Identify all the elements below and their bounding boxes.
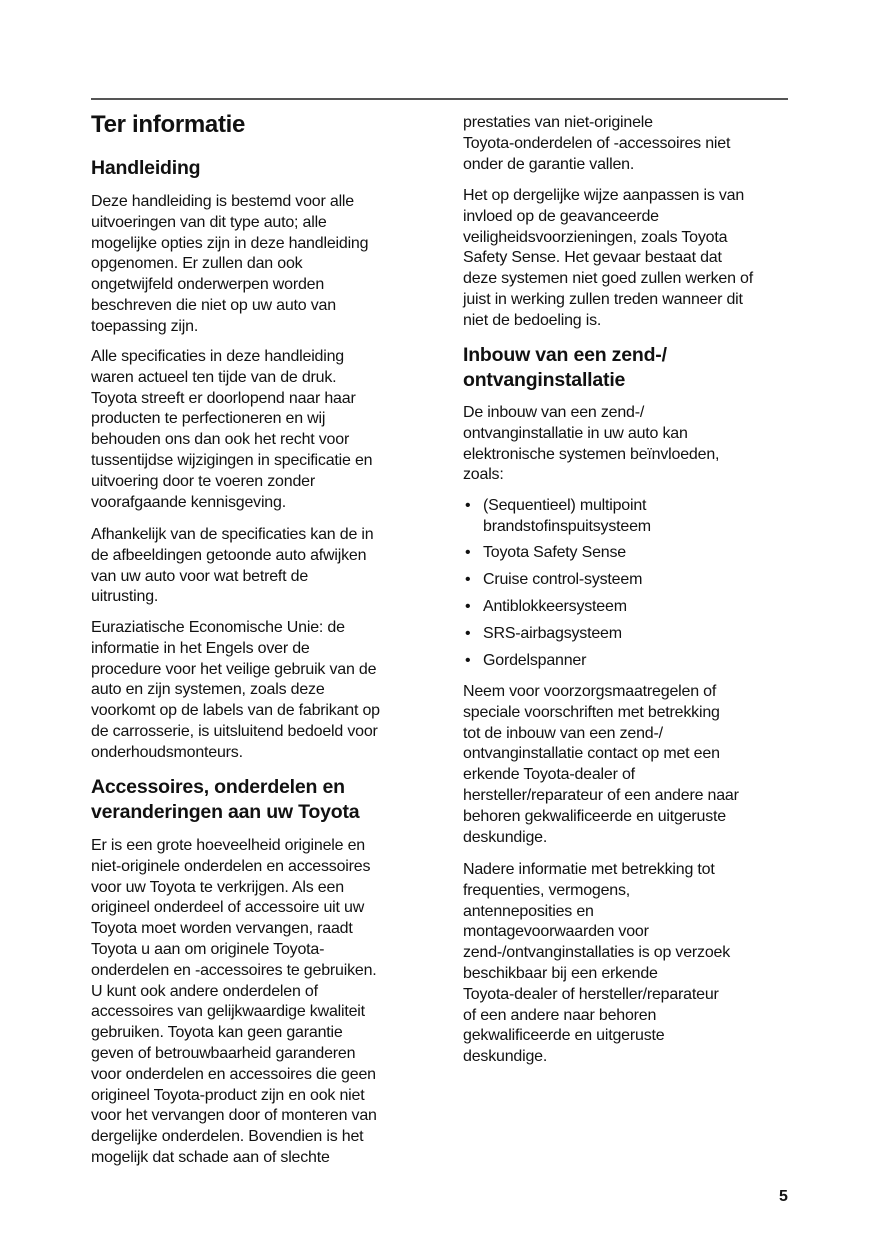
page-title: Ter informatie [91,111,246,138]
paragraph-line: Alle specificaties in deze handleiding [91,348,345,365]
bullet-icon: • [465,571,471,588]
list-item-line: brandstofinspuitsysteem [483,517,651,535]
bullet-icon: • [465,598,471,615]
section-heading-accessoires-line: Accessoires, onderdelen en [91,776,345,798]
list-item-line: Gordelspanner [483,652,587,669]
list-item-line: Toyota Safety Sense [483,544,626,561]
paragraph-line: behoren gekwalificeerde en uitgeruste [463,807,726,825]
paragraph-line: deskundige. [463,1048,548,1066]
paragraph-line: Toyota moet worden vervangen, raadt [91,920,353,938]
section-heading-accessoires [91,775,359,825]
paragraph-line: U kunt ook andere onderdelen of [91,982,318,1000]
paragraph-line: gekwalificeerde en uitgeruste [463,1027,665,1045]
paragraph-line: Euraziatische Economische Unie: de [91,619,345,636]
paragraph-line: gebruiken. Toyota kan geen garantie [91,1024,343,1042]
paragraph-line: voor het vervangen door of monteren van [91,1107,377,1125]
paragraph [91,836,377,1169]
paragraph-line: origineel onderdeel of accessoire uit uw [91,899,365,917]
paragraph-line: Safety Sense. Het gevaar bestaat dat [463,249,722,267]
list-item-text [483,651,586,672]
paragraph [91,525,373,608]
paragraph-line: dergelijke onderdelen. Bovendien is het [91,1128,364,1146]
paragraph-line: invloed op de geavanceerde [463,207,659,225]
paragraph-line: mogelijke opties zijn in deze handleiding [91,234,369,252]
bullet-icon: • [465,625,471,642]
paragraph-line: Toyota-onderdelen of -accessoires niet [463,134,731,152]
paragraph-line: veiligheidsvoorzieningen, zoals Toyota [463,228,728,246]
list-item-text [483,496,651,538]
paragraph-line: producten te perfectioneren en wij [91,410,326,428]
paragraph [91,618,380,764]
list-item-text [483,543,626,564]
paragraph-line: de carrosserie, is uitsluitend bedoeld voor [91,722,378,740]
paragraph-line: van uw auto voor wat betreft de [91,567,309,585]
paragraph-line: onderdelen en -accessoires te gebruiken. [91,961,377,979]
paragraph-line: Toyota streeft er doorlopend naar haar [91,389,356,407]
list-item-line: SRS-airbagsysteem [483,625,622,642]
bullet-icon: • [465,652,471,669]
paragraph-line: speciale voorschriften met betrekking [463,703,720,721]
paragraph-line: uitvoering door te voeren zonder [91,472,315,490]
paragraph-line: voorkomt op de labels van de fabrikant op [91,702,380,720]
top-rule [91,98,788,100]
paragraph-line: montagevoorwaarden voor [463,923,649,941]
paragraph-line: juist in werking zullen treden wanneer dit [463,290,743,308]
paragraph [91,192,368,338]
paragraph-line: opgenomen. Er zullen dan ook [91,255,303,273]
bullet-icon: • [465,497,471,514]
section-heading-inbouw-line: Inbouw van een zend-/ [463,344,667,366]
page-number: 5 [779,1188,788,1205]
paragraph-line: Er is een grote hoeveelheid originele en [91,837,365,854]
paragraph-line: Het op dergelijke wijze aanpassen is van [463,187,745,204]
paragraph-line: toepassing zijn. [91,317,199,335]
section-heading-inbouw-line: ontvanginstallatie [463,369,626,391]
paragraph-line: Nadere informatie met betrekking tot [463,861,715,878]
list-item-line: (Sequentieel) multipoint [483,497,647,514]
list-item-text [483,570,642,591]
paragraph-line: ongetwijfeld onderwerpen worden [91,276,325,294]
paragraph-line: ontvanginstallatie in uw auto kan [463,424,688,442]
paragraph-line: beschikbaar bij een erkende [463,964,658,982]
paragraph-line: auto en zijn systemen, zoals deze [91,681,325,699]
paragraph-line: behouden ons dan ook het recht voor [91,431,350,449]
paragraph-line: ontvanginstallatie contact op met een [463,745,720,763]
paragraph-line: of een andere naar behoren [463,1006,657,1024]
bullet-icon: • [465,544,471,561]
paragraph-line: elektronische systemen beïnvloeden, [463,445,720,463]
paragraph-line: erkende Toyota-dealer of [463,766,635,784]
paragraph-line: uitrusting. [91,588,159,606]
paragraph-line: niet de bedoeling is. [463,311,602,329]
paragraph [91,347,372,513]
paragraph-line: prestaties van niet-originele [463,114,653,131]
paragraph-line: hersteller/reparateur of een andere naar [463,786,739,804]
paragraph [463,682,739,848]
paragraph-line: beschreven die niet op uw auto van [91,296,336,314]
paragraph-line: origineel Toyota-product zijn en ook niet [91,1086,365,1104]
paragraph [463,186,753,332]
paragraph-line: voorafgaande kennisgeving. [91,493,286,511]
paragraph-line: zoals: [463,466,504,484]
list-item-text [483,597,627,618]
list-item-line: Cruise control-systeem [483,571,643,588]
paragraph-line: voor uw Toyota te verkrijgen. Als een [91,878,344,896]
paragraph-line: Deze handleiding is bestemd voor alle [91,193,354,210]
paragraph-line: accessoires van gelijkwaardige kwaliteit [91,1003,365,1021]
paragraph-line: deskundige. [463,828,548,846]
paragraph [463,860,730,1068]
paragraph-line: Afhankelijk van de specificaties kan de in [91,526,374,543]
paragraph-line: Neem voor voorzorgsmaatregelen of [463,683,717,700]
paragraph-line: voor onderdelen en accessoires die geen [91,1065,376,1083]
section-heading-handleiding: Handleiding [91,157,201,179]
list-item-line: Antiblokkeersysteem [483,598,627,615]
paragraph-line: onderhoudsmonteurs. [91,743,243,761]
paragraph-line: antenneposities en [463,902,594,920]
paragraph-line: geven of betrouwbaarheid garanderen [91,1044,356,1062]
paragraph-line: Toyota-dealer of hersteller/reparateur [463,985,719,1003]
paragraph-line: Toyota u aan om originele Toyota- [91,940,325,958]
paragraph-line: waren actueel ten tijde van de druk. [91,368,337,386]
paragraph-line: frequenties, vermogens, [463,881,631,899]
paragraph-line: de afbeeldingen getoonde auto afwijken [91,546,367,564]
paragraph-line: zend-/ontvanginstallaties is op verzoek [463,944,731,962]
paragraph-line: procedure voor het veilige gebruik van de [91,660,377,678]
paragraph-line: onder de garantie vallen. [463,155,635,173]
list-item-text [483,624,622,645]
paragraph-line: niet-originele onderdelen en accessoires [91,857,371,875]
paragraph-line: tot de inbouw van een zend-/ [463,724,663,742]
paragraph-line: mogelijk dat schade aan of slechte [91,1148,330,1166]
paragraph-line: uitvoeringen van dit type auto; alle [91,213,327,231]
section-heading-inbouw [463,343,667,393]
paragraph [463,403,719,486]
section-heading-accessoires-line: veranderingen aan uw Toyota [91,801,360,823]
paragraph-line: tussentijdse wijzigingen in specificatie en [91,451,373,469]
paragraph [463,113,730,175]
paragraph-line: De inbouw van een zend-/ [463,404,645,421]
paragraph-line: deze systemen niet goed zullen werken of [463,270,753,288]
paragraph-line: informatie in het Engels over de [91,639,310,657]
